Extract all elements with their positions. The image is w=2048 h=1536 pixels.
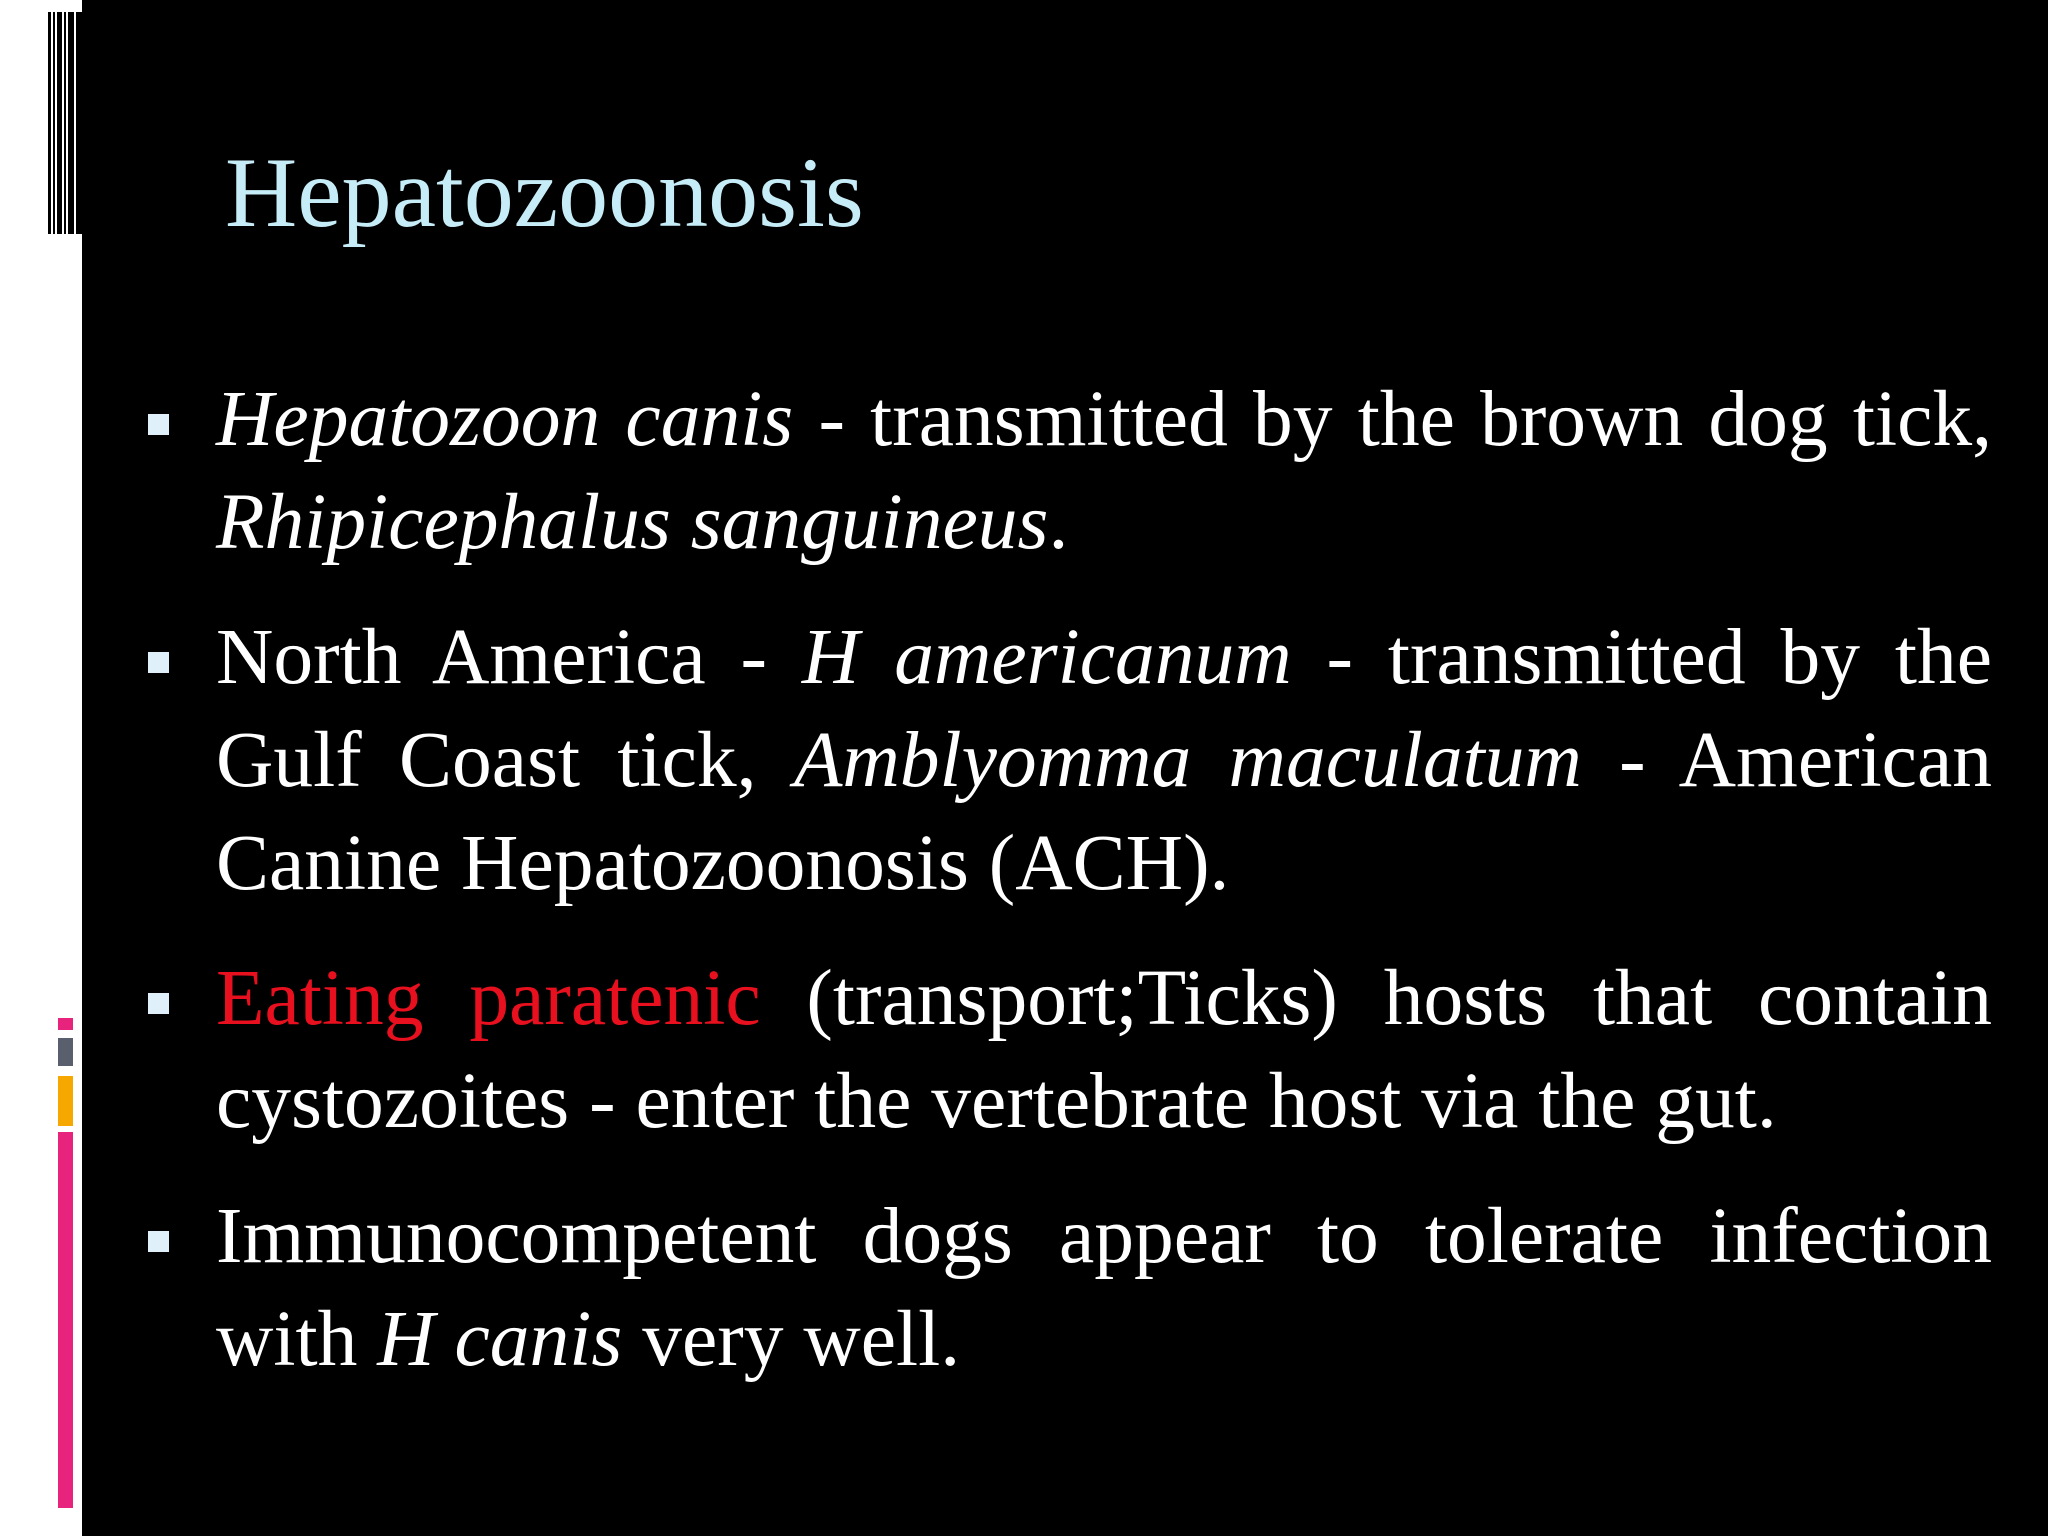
bullet-text-segment: very well. [622,1295,961,1383]
square-bullet-icon [148,1231,169,1252]
bullet-text-segment: Immunocompetent dogs appear to tolerate infection with [216,1192,1992,1383]
bullet-text-segment: - transmitted by the Gulf Coast tick, [216,613,1992,804]
bullet-text-segment: H canis [377,1295,623,1383]
barcode-stripes-icon [48,12,82,234]
accent-bar-gray [58,1038,73,1066]
bullet-text-segment: Rhipicephalus sanguineus [216,478,1049,566]
bullet-item [216,1185,1992,1391]
bullet-item [216,368,1992,574]
slide-title: Hepatozoonosis [225,137,864,248]
bullet-text-segment: Amblyomma maculatum [793,716,1582,804]
bullet-text-segment: (transport;Ticks) hosts that contain cystozoites - enter the vertebrate host via the gut. [216,954,1992,1145]
bullet-text-segment: . [1048,478,1069,566]
bullet-text-segment: - transmitted by the brown dog tick, [793,375,1992,463]
bullet-item [216,606,1992,915]
bullet-text-segment: North America - [216,613,802,701]
square-bullet-icon [148,652,169,673]
bullet-text-segment: - American Canine Hepatozoonosis (ACH). [216,716,1992,907]
bullet-text-segment: H americanum [801,613,1292,701]
bullet-text-segment: Eating paratenic [216,954,761,1042]
square-bullet-icon [148,993,169,1014]
bullet-list [216,368,1992,1423]
bullet-text-segment: Hepatozoon canis [216,375,794,463]
accent-bar-pink-top [58,1018,73,1030]
square-bullet-icon [148,414,169,435]
accent-bar-orange [58,1076,73,1126]
bullet-item [216,947,1992,1153]
accent-bar-pink [58,1132,73,1508]
